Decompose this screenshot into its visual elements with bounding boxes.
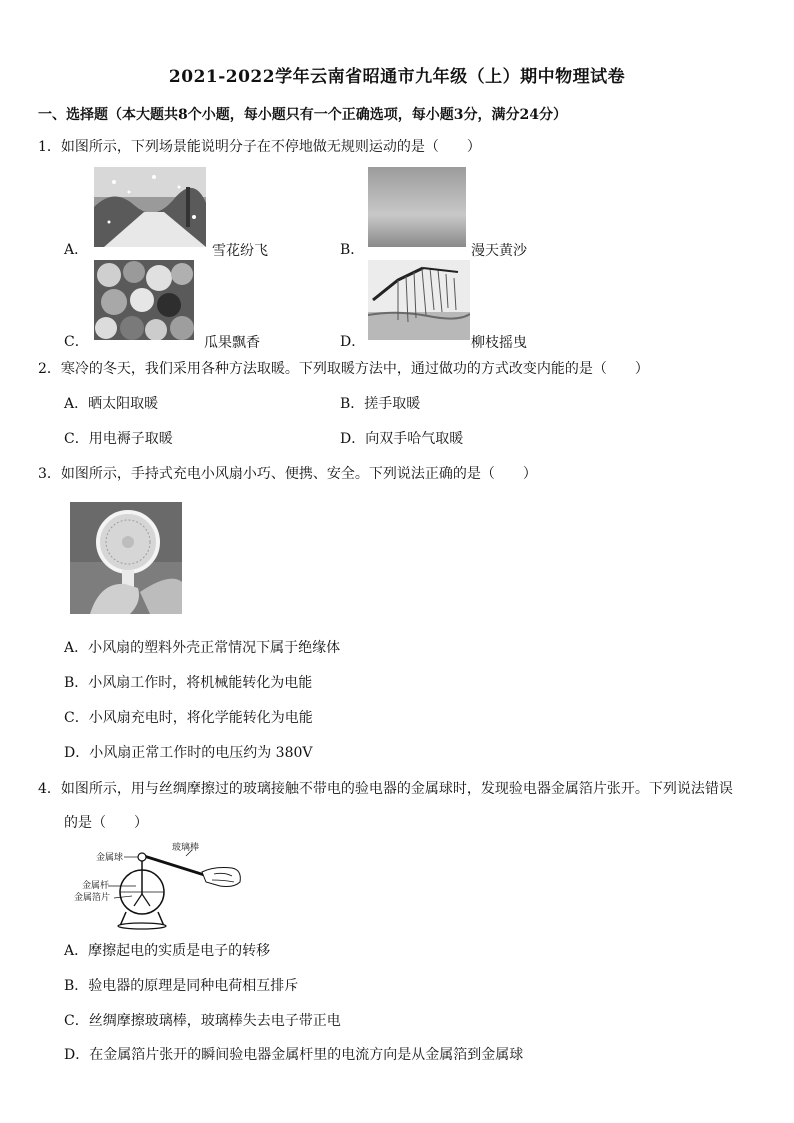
q1-option-d-letter: D． xyxy=(340,334,366,350)
q1-option-b-image xyxy=(368,167,466,247)
section-heading: 一、选择题（本大题共8个小题，每小题只有一个正确选项，每小题3分，满分24分） xyxy=(38,107,567,123)
q3-option-d: D．小风扇正常工作时的电压约为 380V xyxy=(64,745,313,761)
q1-option-c-caption: 瓜果飘香 xyxy=(204,335,260,351)
q1-option-c-letter: C． xyxy=(64,334,89,350)
q2-option-a: A．晒太阳取暖 xyxy=(64,396,159,412)
q3-option-c: C．小风扇充电时，将化学能转化为电能 xyxy=(64,710,313,726)
label-metal-ball: 金属球 xyxy=(96,853,124,863)
q1-option-d-image xyxy=(368,260,470,340)
q1-option-b-letter: B． xyxy=(340,242,365,258)
q1-stem: 1．如图所示，下列场景能说明分子在不停地做无规则运动的是（ ） xyxy=(38,139,481,155)
q1-option-a-image xyxy=(94,167,206,247)
label-glass-rod: 玻璃棒 xyxy=(172,843,200,853)
q3-option-b: B．小风扇工作时，将机械能转化为电能 xyxy=(64,675,313,691)
q4-stem-line1: 4．如图所示，用与丝绸摩擦过的玻璃接触不带电的验电器的金属球时，发现验电器金属箔片张开。下列说法错误 xyxy=(38,781,733,797)
label-metal-foil: 金属箔片 xyxy=(74,893,111,903)
q3-fan-image xyxy=(70,502,182,614)
q2-option-c: C．用电褥子取暖 xyxy=(64,431,173,447)
q4-stem-line2: 的是（ ） xyxy=(64,815,148,831)
q4-electroscope-diagram xyxy=(74,838,244,930)
q2-option-d: D．向双手哈气取暖 xyxy=(340,431,464,447)
label-metal-shaft: 金属杆 xyxy=(82,881,110,891)
q4-option-c: C．丝绸摩擦玻璃棒，玻璃棒失去电子带正电 xyxy=(64,1013,341,1029)
q2-option-b: B．搓手取暖 xyxy=(340,396,421,412)
q1-option-a-caption: 雪花纷飞 xyxy=(212,243,268,259)
q1-option-c-image xyxy=(94,260,194,340)
q1-option-b-caption: 漫天黄沙 xyxy=(471,243,527,259)
q3-stem: 3．如图所示，手持式充电小风扇小巧、便携、安全。下列说法正确的是（ ） xyxy=(38,466,537,482)
q4-option-a: A．摩擦起电的实质是电子的转移 xyxy=(64,943,271,959)
q1-option-d-caption: 柳枝摇曳 xyxy=(471,335,527,351)
page-title: 2021-2022学年云南省昭通市九年级（上）期中物理试卷 xyxy=(168,67,626,87)
q4-option-d: D．在金属箔片张开的瞬间验电器金属杆里的电流方向是从金属箔到金属球 xyxy=(64,1047,524,1063)
q2-stem: 2．寒冷的冬天，我们采用各种方法取暖。下列取暖方法中，通过做功的方式改变内能的是（ ） xyxy=(38,361,649,377)
q1-option-a-letter: A． xyxy=(64,242,89,258)
q4-option-b: B．验电器的原理是同种电荷相互排斥 xyxy=(64,978,299,994)
q3-option-a: A．小风扇的塑料外壳正常情况下属于绝缘体 xyxy=(64,640,341,656)
